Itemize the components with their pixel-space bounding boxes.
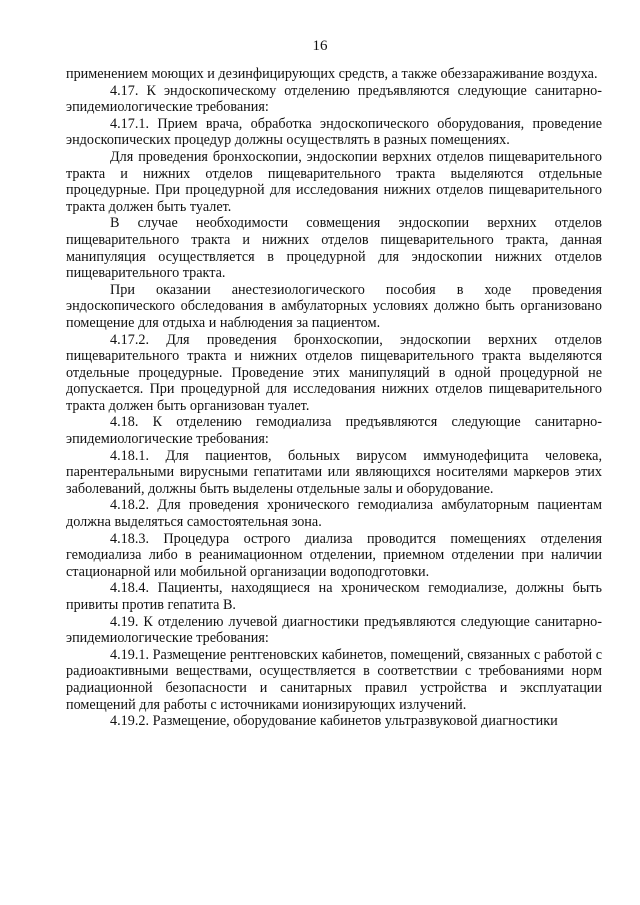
paragraph: 4.18.4. Пациенты, находящиеся на хроническом гемодиализе, должны быть привиты против гепатита В. bbox=[66, 580, 602, 613]
paragraph: 4.17. К эндоскопическому отделению предъявляются следующие санитарно-эпидемиологические требования: bbox=[66, 82, 602, 116]
page-number: 16 bbox=[312, 38, 328, 54]
paragraph: 4.18.2. Для проведения хронического гемодиализа амбулаторным пациентам должна выделяться самостоятельная зона. bbox=[66, 497, 602, 531]
paragraph: Для проведения бронхоскопии, эндоскопии верхних отделов пищеварительного тракта и нижних отделов пищеварительного тракта выделяются отдельные процедурные. При процедурной для исследования нижних отделов пищеварительного тракта должен быть туалет. bbox=[66, 148, 602, 215]
paragraph: 4.17.1. Прием врача, обработка эндоскопического оборудования, проведение эндоскопических процедур должны осуществлять в разных помещениях. bbox=[66, 115, 602, 149]
paragraph: При оказании анестезиологического пособия в ходе проведения эндоскопического обследования в амбулаторных условиях должно быть организовано помещение для отдыха и наблюдения за пациентом. bbox=[66, 281, 602, 331]
paragraph: В случае необходимости совмещения эндоскопии верхних отделов пищеварительного тракта и нижних отделов пищеварительного тракта, данная манипуляция осуществляется в процедурной для эндоскопии нижних отделов пищеварительного тракта. bbox=[66, 215, 602, 282]
paragraph: 4.18.3. Процедура острого диализа проводится помещениях отделения гемодиализа либо в реанимационном отделении, приемном отделении при наличии стационарной или мобильной организации водоподготовки. bbox=[66, 530, 602, 580]
paragraph: 4.19.2. Размещение, оборудование кабинетов ультразвуковой диагностики bbox=[110, 713, 558, 730]
paragraph: 4.17.2. Для проведения бронхоскопии, эндоскопии верхних отделов пищеварительного тракта и нижних отделов пищеварительного тракта выделяются отдельные процедурные. Проведение этих манипуляций в одной процедурной не допускается. При процедурной для исследования нижних отделов пищеварительного тракта должен быть организован туалет. bbox=[66, 331, 602, 414]
paragraph: применением моющих и дезинфицирующих средств, а также обеззараживание воздуха. bbox=[66, 66, 598, 82]
paragraph: 4.18.1. Для пациентов, больных вирусом иммунодефицита человека, парентеральными вирусными гепатитами или являющихся носителями маркеров этих заболеваний, должны быть выделены отдельные залы и оборудование. bbox=[66, 447, 602, 497]
paragraph: 4.19. К отделению лучевой диагностики предъявляются следующие санитарно-эпидемиологические требования: bbox=[66, 613, 602, 647]
document-body bbox=[66, 66, 602, 730]
paragraph: 4.18. К отделению гемодиализа предъявляются следующие санитарно-эпидемиологические требования: bbox=[66, 414, 602, 448]
paragraph: 4.19.1. Размещение рентгеновских кабинетов, помещений, связанных с работой с радиоактивными веществами, осуществляется в соответствии с требованиями норм радиационной безопасности и санитарных правил устройства и эксплуатации помещений для работы с источниками ионизирующих излучений. bbox=[66, 646, 602, 713]
